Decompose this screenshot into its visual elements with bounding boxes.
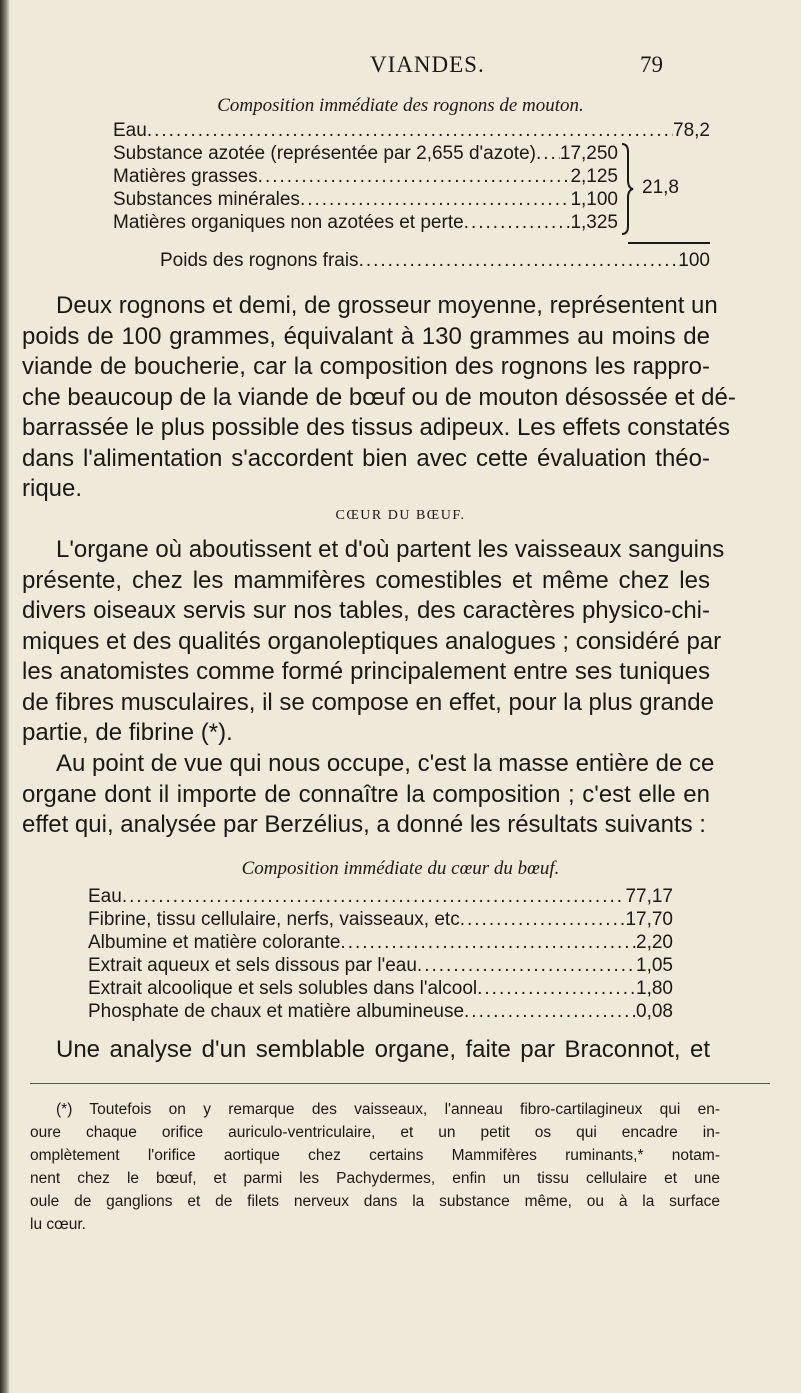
row-label: Eau [113,120,147,141]
leader-dots [464,212,571,234]
text-line: effet qui, analysée par Berzélius, a donné les résultats suivants : [22,811,706,838]
footnote-line: oure chaque orifice auriculo-ventriculaire, et un petit os qui encadre in- [30,1124,720,1141]
paragraph-braconnot [56,1035,710,1066]
text-line: organe dont il importe de connaître la composition ; c'est elle en [22,780,710,808]
text-line: poids de 100 grammes, équivalant à 130 grammes au moins de [22,322,710,350]
text-line: Une analyse d'un semblable organe, faite par Braconnot, et [56,1036,710,1063]
text-line: che beaucoup de la viande de bœuf ou de mouton désossée et dé- [22,383,736,411]
row-value: 78,2 [673,120,710,141]
text-line: viande de boucherie, car la composition des rognons les rappro- [22,353,710,380]
brace-bracket [620,142,634,236]
row-label: Substances minérales [113,189,300,210]
row-value: 2,20 [636,932,673,953]
leader-dots [147,120,673,142]
row-label: Extrait alcoolique et sels solubles dans l'alcool [88,978,478,999]
row-value: 1,100 [570,189,618,210]
leader-dots [258,166,571,188]
row-value: 77,17 [625,886,673,907]
row-label: Fibrine, tissu cellulaire, nerfs, vaisseaux, etc [88,909,460,930]
paragraph-berzelius [22,749,715,841]
row-value: 1,325 [570,212,618,233]
footnote-line: omplètement l'orifice aortique chez certains Mammifères ruminants,* notam- [30,1147,720,1164]
footnote-line: nent chez le bœuf, et parmi les Pachydermes, enfin un tissu cellulaire et une [30,1170,720,1187]
text-line: L'organe où aboutissent et d'où partent les vaisseaux sanguins [56,536,725,563]
table2-row [88,909,673,931]
text-line: les anatomistes comme formé principalement entre ses tuniques [22,658,710,685]
leader-dots [359,250,679,272]
paragraph-coeur [22,535,725,749]
row-label: Matières organiques non azotées et perte [113,212,464,233]
text-line: rique. [22,475,83,502]
section-heading: CŒUR DU BŒUF. [335,508,466,523]
sum-rule [628,242,710,244]
leader-dots [477,978,636,1000]
leader-dots [417,955,636,977]
row-label: Matières grasses [113,166,258,187]
text-line: barrassée le plus possible des tissus adipeux. Les effets constatés [22,414,730,441]
row-label: Eau [88,886,122,907]
text-line: miques et des qualités organoleptiques analogues ; considéré par [22,627,722,655]
binding-edge [0,0,10,1393]
table1-row [113,143,618,165]
table1-row [113,166,618,188]
row-label: Albumine et matière colorante [88,932,341,953]
row-label: Substance azotée (représentée par 2,655 d'azote) [113,143,536,164]
row-label: Phosphate de chaux et matière albumineuse [88,1001,465,1022]
row-value: 1,05 [636,955,673,976]
text-line: partie, de fibrine (*). [22,719,233,746]
footnote [30,1098,720,1236]
text-line: Au point de vue qui nous occupe, c'est la masse entière de ce [56,750,715,777]
row-label: Extrait aqueux et sels dissous par l'eau [88,955,417,976]
leader-dots [122,886,626,908]
page-header [0,52,801,82]
text-line: dans l'alimentation s'accordent bien avec cette évaluation théo- [22,444,710,472]
footnote-line: lu cœur. [30,1216,86,1233]
footnote-rule [30,1083,770,1084]
paragraph-rognons [22,291,736,505]
table2-row [88,886,673,908]
table1-row [113,189,618,211]
bracket-total: 21,8 [642,177,679,198]
row-value: 1,80 [636,978,673,999]
leader-dots [464,1001,636,1023]
leader-dots [536,143,560,165]
text-line: de fibres musculaires, il se compose en effet, pour la plus grande [22,688,714,716]
row-value: 17,70 [625,909,673,930]
running-title: VIANDES. [370,52,485,77]
table1-row [113,120,710,142]
table2-row [88,955,673,977]
total-label: Poids des rognons frais [160,250,359,271]
row-value: 2,125 [570,166,618,187]
table1-row [113,212,618,234]
footnote-line: oule de ganglions et de filets nerveux dans la substance même, ou à la surface [30,1193,720,1210]
total-value: 100 [678,250,710,271]
text-line: divers oiseaux servis sur nos tables, des caractères physico-chi- [22,597,710,624]
text-line: Deux rognons et demi, de grosseur moyenne, représentent un [56,292,718,319]
leader-dots [300,189,571,211]
footnote-line: (*) Toutefois on y remarque des vaisseaux, l'anneau fibro-cartilagineux qui en- [56,1101,720,1118]
table2-row [88,1001,673,1023]
table2-row [88,978,673,1000]
row-value: 17,250 [559,143,618,164]
table1-total-row [160,250,710,272]
table2-row [88,932,673,954]
table1-caption: Composition immédiate des rognons de mouton. [217,95,584,116]
leader-dots [340,932,636,954]
page-number: 79 [640,52,663,77]
leader-dots [460,909,626,931]
table2-caption: Composition immédiate du cœur du bœuf. [241,858,560,879]
row-value: 0,08 [636,1001,673,1022]
text-line: présente, chez les mammifères comestibles et même chez les [22,566,710,594]
